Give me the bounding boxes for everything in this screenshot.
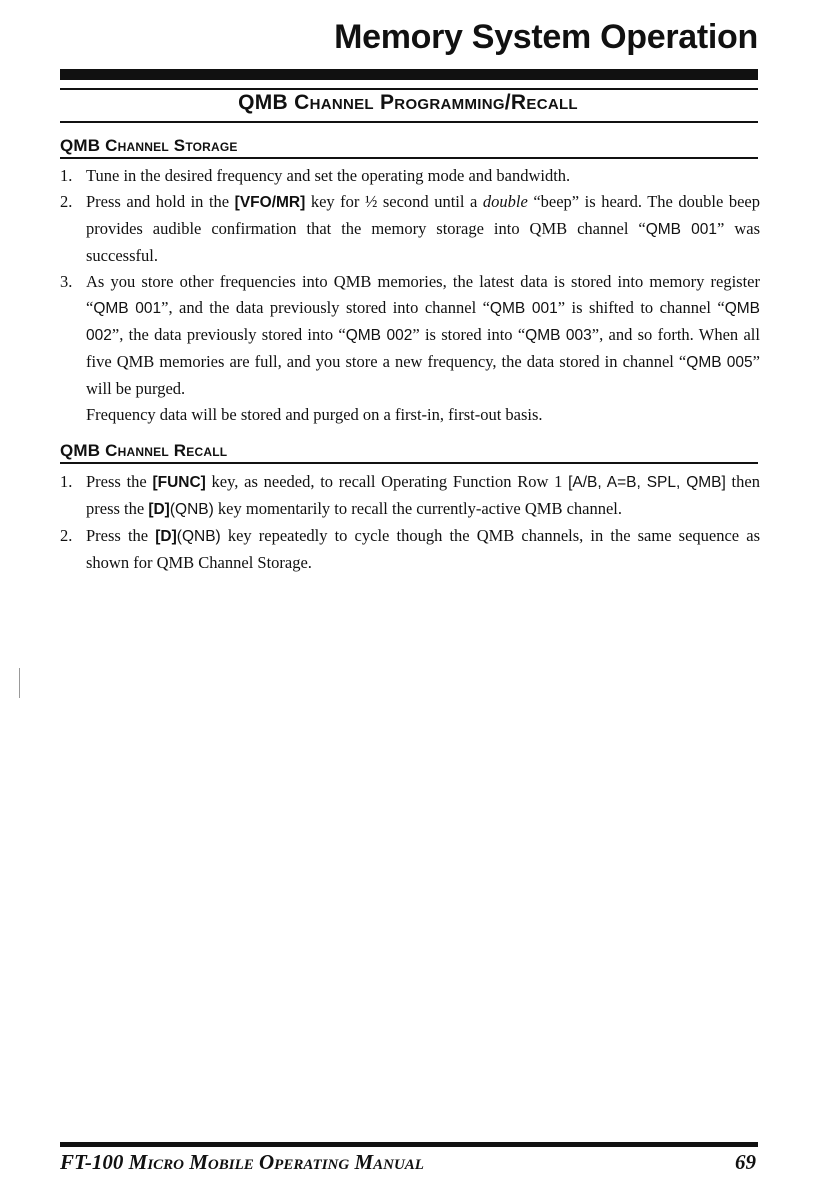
footer-rule — [60, 1142, 758, 1147]
step-text: ” is shifted to channel “ — [557, 298, 725, 317]
display-label: QMB 002 — [86, 300, 760, 344]
storage-steps — [60, 163, 760, 428]
margin-mark — [19, 668, 20, 698]
display-label: (QNB) — [169, 501, 214, 518]
display-label: QMB 001 — [93, 300, 162, 317]
step-note: Frequency data will be stored and purged on a first-in, first-out basis. — [86, 405, 543, 424]
section-rule — [60, 121, 758, 123]
step-number: 1. — [60, 472, 73, 491]
recall-step — [60, 523, 760, 576]
step-number: 3. — [60, 272, 73, 291]
step-text: ”, and the data previously stored into channel “ — [161, 298, 490, 317]
step-text: key, as needed, to recall Operating Function Row 1 — [205, 472, 569, 491]
step-text: then press the — [86, 472, 760, 518]
step-text: “beep” is heard. The double beep provides audible confirmation that the memory storage into QMB channel “ — [86, 192, 760, 238]
step-text: Press the — [86, 472, 153, 491]
step-text: ”, the data previously stored into “ — [111, 325, 346, 344]
recall-step — [60, 469, 760, 523]
step-text: Tune in the desired frequency and set the operating mode and bandwidth. — [86, 166, 571, 185]
header-rule — [60, 88, 758, 90]
display-label: QMB 005 — [686, 354, 753, 371]
storage-step — [60, 269, 760, 428]
step-number: 2. — [60, 192, 73, 211]
recall-heading: QMB Channel Recall — [60, 441, 228, 460]
recall-steps — [60, 469, 760, 576]
step-text: As you store other frequencies into QMB memories, the latest data is stored into memory register “ — [86, 272, 760, 317]
step-text: ”, and so forth. When all five QMB memories are full, and you store a new frequency, the data stored in channel “ — [86, 325, 760, 371]
storage-heading: QMB Channel Storage — [60, 136, 238, 155]
header-thick-rule — [60, 69, 758, 80]
page-number: 69 — [735, 1150, 756, 1174]
footer-manual-title: FT-100 Micro Mobile Operating Manual — [60, 1150, 424, 1174]
emphasis-text: double — [482, 192, 528, 211]
display-label: QMB 002 — [345, 327, 413, 344]
display-label: (QNB) — [176, 528, 221, 545]
step-text: ” was successful. — [86, 219, 760, 265]
key-label: [D] — [148, 501, 170, 518]
key-label: [VFO/MR] — [234, 194, 306, 211]
step-number: 1. — [60, 166, 73, 185]
step-text: Press and hold in the — [86, 192, 235, 211]
step-text: ” is stored into “ — [412, 325, 526, 344]
display-label: QMB 003 — [525, 327, 592, 344]
storage-step — [60, 189, 760, 269]
step-text: key for ½ second until a — [305, 192, 483, 211]
section-title: QMB Channel Programming/Recall — [238, 91, 578, 114]
key-label: [D] — [155, 528, 177, 545]
display-label: QMB 001 — [645, 221, 718, 238]
display-label: QMB 001 — [489, 300, 558, 317]
storage-heading-rule — [60, 157, 758, 159]
step-text: key momentarily to recall the currently-active QMB channel. — [213, 499, 623, 518]
page-title: Memory System Operation — [334, 18, 758, 56]
step-number: 2. — [60, 526, 73, 545]
recall-heading-rule — [60, 462, 758, 464]
step-text: ” will be purged. — [86, 352, 760, 398]
key-label: [FUNC] — [152, 474, 206, 491]
step-text: key repeatedly to cycle though the QMB channels, in the same sequence as shown for QMB Channel Storage. — [86, 526, 760, 572]
storage-step — [60, 163, 760, 189]
step-text: Press the — [86, 526, 156, 545]
display-label: [A/B, A=B, SPL, QMB] — [568, 474, 726, 491]
